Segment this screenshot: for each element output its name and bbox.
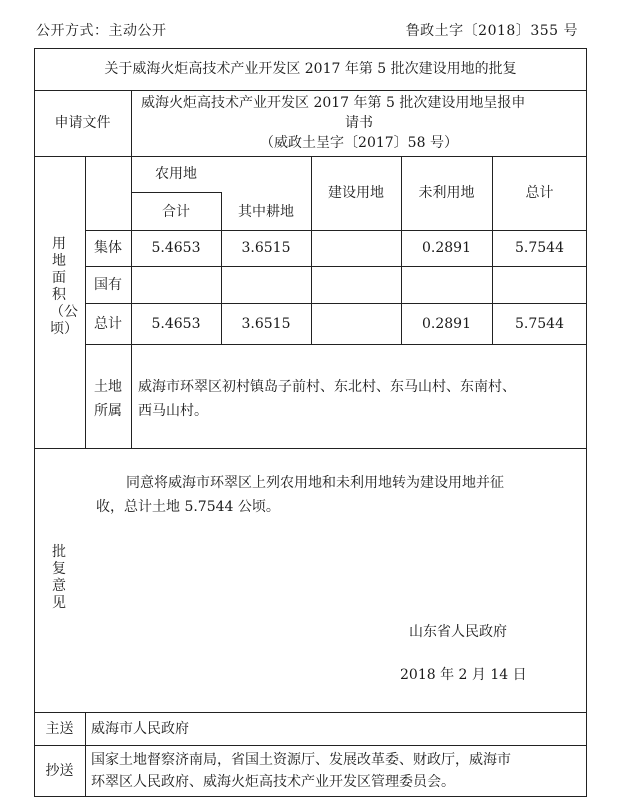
approval-text-line-2: 收，总计土地 5.7544 公顷。 xyxy=(96,499,280,515)
table-border-left xyxy=(34,48,35,797)
header-cultivated: 其中耕地 xyxy=(238,204,294,220)
total-cultivated: 3.6515 xyxy=(241,316,291,332)
cc-text-line-1: 国家土地督察济南局，省国土资源厅、发展改革委、财政厅，威海市 xyxy=(91,752,511,768)
ownership-text-line-2: 西马山村。 xyxy=(138,403,208,419)
main-recipient-label: 主送 xyxy=(45,721,74,737)
header-total: 总计 xyxy=(525,185,554,201)
row-label-state-owned: 国有 xyxy=(94,277,122,293)
header-subtotal: 合计 xyxy=(162,204,190,220)
approval-text-line-1: 同意将威海市环翠区上列农用地和未利用地转为建设用地并征 xyxy=(126,475,504,491)
collective-cultivated: 3.6515 xyxy=(241,240,291,256)
ownership-text-line-1: 威海市环翠区初村镇岛子前村、东北村、东马山村、东南村、 xyxy=(138,379,516,395)
application-label: 申请文件 xyxy=(54,115,111,131)
total-total: 5.7544 xyxy=(515,316,564,332)
row-label-divider xyxy=(131,156,132,448)
approval-section-label: 批复意见 xyxy=(52,544,66,611)
table-border-top xyxy=(34,48,587,49)
row-state-divider xyxy=(85,303,587,304)
main-recipient-value: 威海市人民政府 xyxy=(91,721,189,737)
bottom-label-divider xyxy=(85,712,86,797)
row-collective-divider xyxy=(85,266,587,267)
cc-text-line-2: 环翠区人民政府、威海火炬高技术产业开发区管理委员会。 xyxy=(91,774,455,790)
ownership-label-line-1: 土地 xyxy=(94,379,122,395)
approval-divider xyxy=(34,712,587,713)
document-number: 鲁政土字〔2018〕355 号 xyxy=(405,23,578,39)
total-unused: 0.2891 xyxy=(422,316,471,332)
collective-total: 5.7544 xyxy=(515,240,564,256)
land-header-divider xyxy=(85,230,587,231)
issue-date: 2018 年 2 月 14 日 xyxy=(400,667,527,683)
document-title: 关于威海火炬高技术产业开发区 2017 年第 5 批次建设用地的批复 xyxy=(104,61,517,77)
title-divider xyxy=(34,90,587,91)
land-section-divider xyxy=(34,448,587,449)
issuing-authority: 山东省人民政府 xyxy=(409,624,507,640)
collective-unused: 0.2891 xyxy=(422,240,471,256)
approval-document-table xyxy=(34,48,587,797)
disclosure-method: 公开方式：主动公开 xyxy=(36,23,167,39)
total-subtotal: 5.4653 xyxy=(151,316,201,332)
header-construction: 建设用地 xyxy=(328,185,384,201)
collective-subtotal: 5.4653 xyxy=(151,240,201,256)
recipient-divider xyxy=(34,745,587,746)
row-total-divider xyxy=(85,344,587,345)
land-area-section-label: 用地面积（公顷） xyxy=(50,236,78,337)
application-text-line-3: （威政土呈字〔2017〕58 号） xyxy=(260,135,458,151)
application-text-line-1: 威海火炬高技术产业开发区 2017 年第 5 批次建设用地呈报申 xyxy=(141,95,526,111)
farmland-header-divider xyxy=(131,192,221,193)
table-border-right xyxy=(586,48,587,797)
cc-label: 抄送 xyxy=(45,763,74,779)
header-unused: 未利用地 xyxy=(418,185,475,201)
row-label-total: 总计 xyxy=(94,316,122,332)
ownership-label-line-2: 所属 xyxy=(94,403,122,419)
application-text-line-2: 请书 xyxy=(345,115,373,131)
row-label-collective: 集体 xyxy=(94,240,122,256)
header-farmland: 农用地 xyxy=(155,166,197,182)
table-border-bottom xyxy=(34,796,587,797)
